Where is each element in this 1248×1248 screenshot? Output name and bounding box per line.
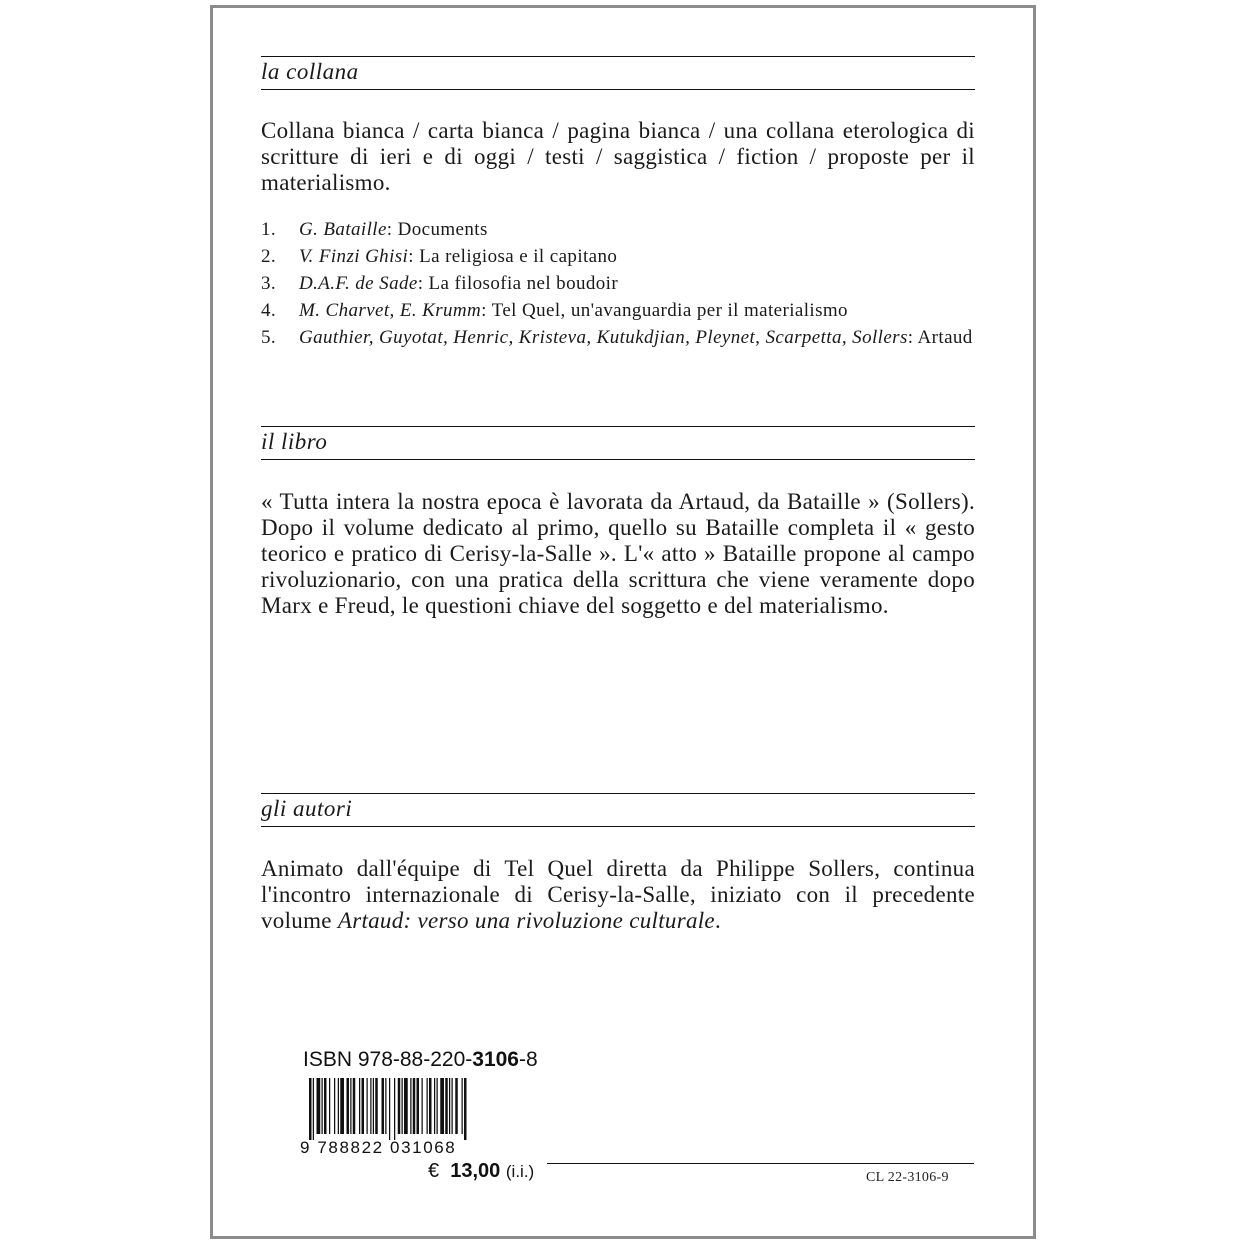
section-header-libro [261,426,975,460]
barcode-bar [338,1078,339,1134]
barcode-bar [429,1078,432,1134]
list-item: 1. G. Bataille: Documents [261,219,488,240]
barcode-bar [462,1078,463,1134]
barcode-bar [317,1078,321,1134]
barcode-bar [452,1078,453,1134]
barcode-bar [404,1078,408,1134]
barcode [307,1078,517,1140]
barcode-bar [359,1078,360,1134]
barcode-bar [370,1078,371,1134]
barcode-bar [434,1078,435,1134]
collana-description: Collana bianca / carta bianca / pagina bianca / una collana eterologica di scritture di ieri e di oggi / testi / saggistica / fiction / proposte per il materialismo. [261,118,975,195]
catalog-code: CL 22-3106-9 [866,1170,949,1185]
list-item: 3. D.A.F. de Sade: La filosofia nel boudoir [261,273,619,294]
barcode-bar [413,1078,416,1134]
barcode-bar [350,1078,351,1134]
barcode-bar [427,1078,428,1134]
barcode-bar [322,1078,323,1134]
barcode-bar [385,1078,386,1134]
libro-description: « Tutta intera la nostra epoca è lavorata da Artaud, da Bataille » (Sollers). Dopo il volume dedicato al primo, quello su Bataille completa il « gesto teorico e pratico di Cerisy-la-Salle ». L'« atto » Bataille propone al campo rivoluzionario, con una pratica della scrittura che viene veramente dopo Marx e Freud, le questioni chiave del soggetto e del materialismo. [261,489,975,618]
list-item: 5. Gauthier, Guyotat, Henric, Kristeva, Kutukdjian, Pleynet, Scarpetta, Sollers: Artaud [261,327,973,348]
section-header-collana [261,56,975,90]
autori-description: Animato dall'équipe di Tel Quel diretta da Philippe Sollers, continua l'incontro internazionale di Cerisy-la-Salle, iniziato con il precedente volume Artaud: verso una rivoluzione culturale. [261,856,975,933]
barcode-bar [394,1078,395,1140]
section-title: il libro [261,429,328,454]
section-title: la collana [261,59,359,84]
collana-book-list [261,219,975,354]
barcode-bar [417,1078,420,1134]
section-header-autori [261,793,975,827]
barcode-bar [324,1078,327,1134]
barcode-bar [382,1078,385,1134]
section-title: gli autori [261,796,353,821]
barcode-bar [437,1078,438,1134]
barcode-bar [309,1078,312,1140]
barcode-bar [440,1078,444,1134]
barcode-bar [398,1078,401,1134]
list-item: 2. V. Finzi Ghisi: La religiosa e il capitano [261,246,618,267]
barcode-bar [410,1078,411,1134]
barcode-bar [353,1078,356,1134]
barcode-bar [373,1078,374,1134]
barcode-bar [445,1078,448,1134]
list-item: 4. M. Charvet, E. Krumm: Tel Quel, un'avanguardia per il materialismo [261,300,848,321]
barcode-bar [422,1078,423,1134]
barcode-digits: 9 788822 031068 [300,1138,457,1157]
barcode-bar [329,1078,330,1134]
referenced-title: Artaud: verso una rivoluzione culturale [337,908,715,933]
barcode-bar [347,1078,350,1134]
barcode-bar [455,1078,458,1134]
price: € 13,00 (i.i.) [428,1160,535,1182]
barcode-bar [367,1078,368,1134]
barcode-bar [313,1078,314,1140]
barcode-bar [464,1078,467,1140]
barcode-bar [375,1078,378,1134]
barcode-bar [362,1078,365,1134]
barcode-bar [340,1078,344,1134]
barcode-bar [449,1078,450,1134]
barcode-bar [389,1078,390,1140]
barcode-bar [402,1078,403,1134]
isbn-label: ISBN 978-88-220-3106-8 [303,1048,538,1071]
price-rule [547,1163,974,1164]
barcode-bar [334,1078,335,1134]
